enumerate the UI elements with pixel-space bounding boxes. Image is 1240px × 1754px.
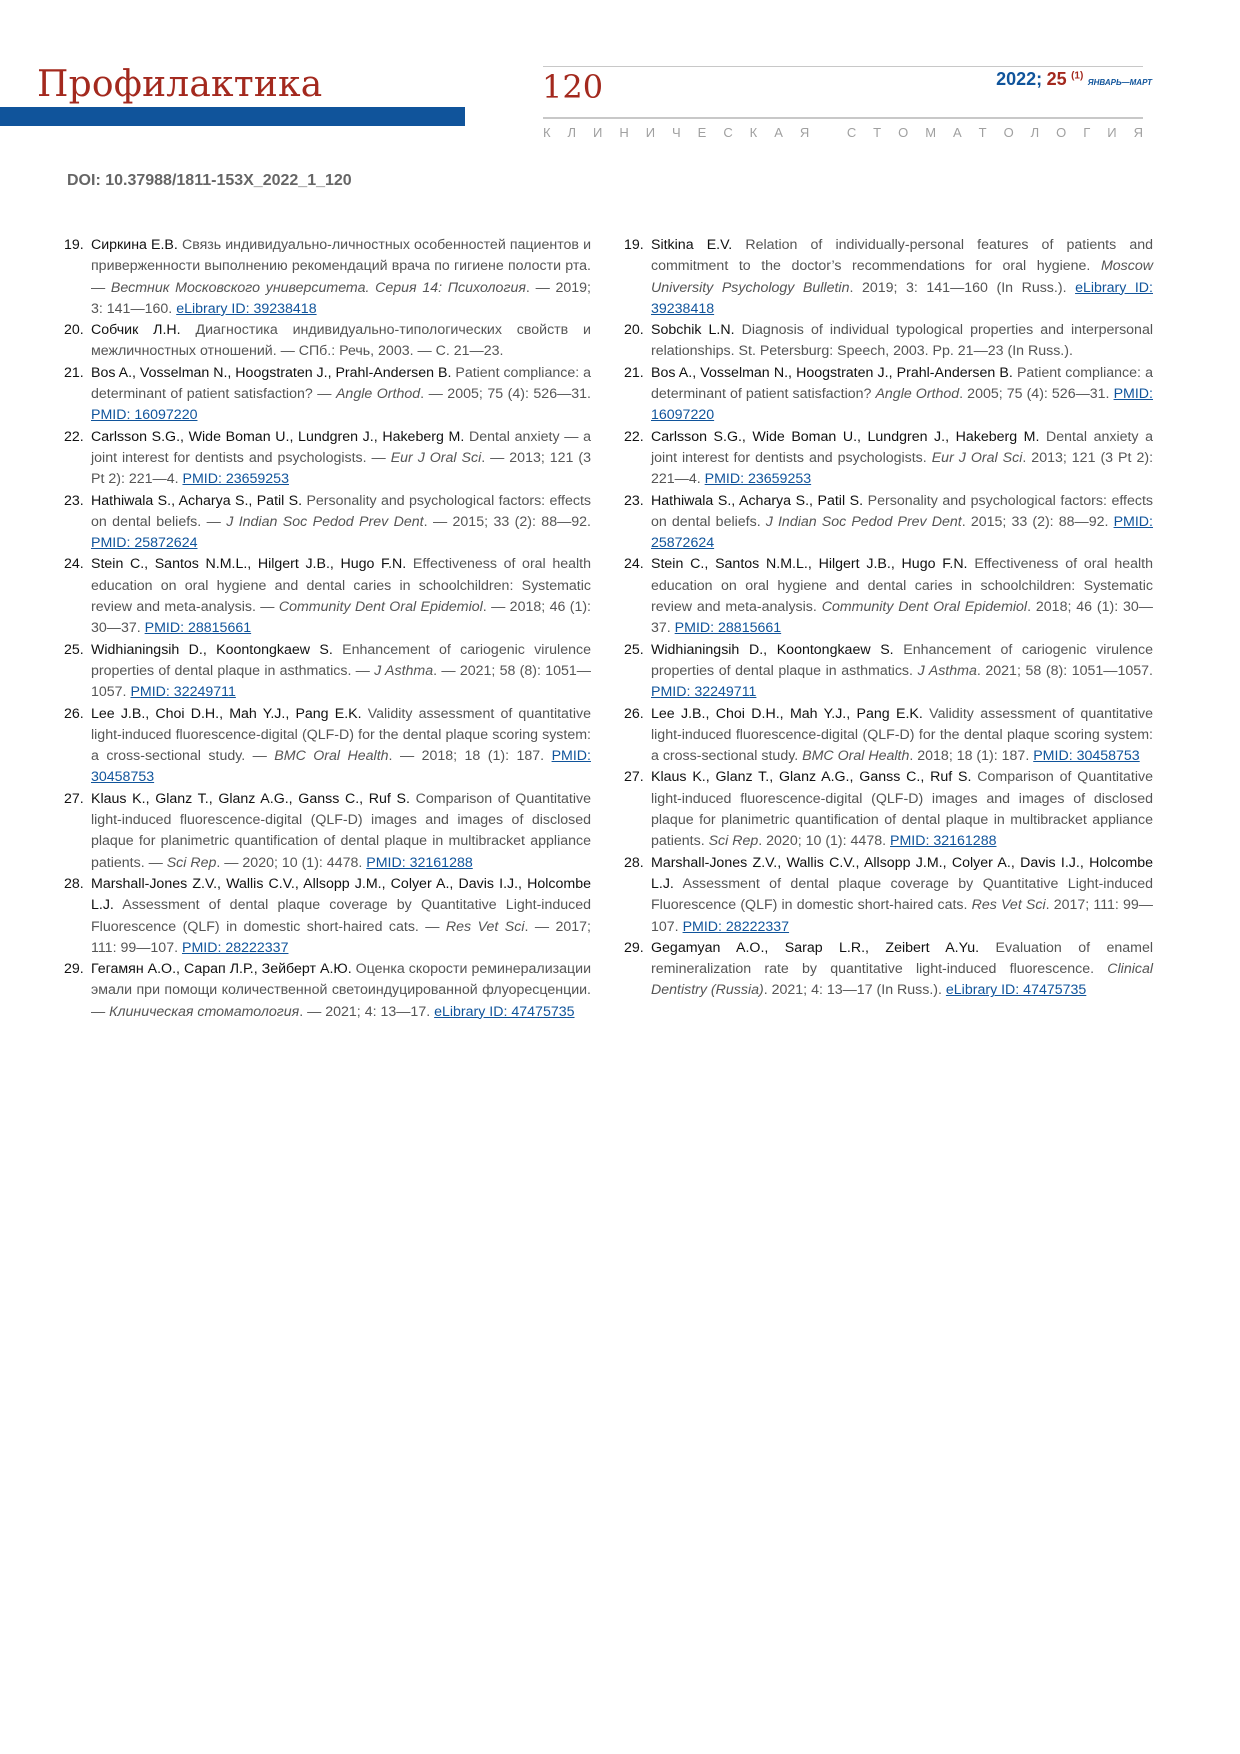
reference-source: Eur J Oral Sci [390,449,482,466]
reference-id-link[interactable]: PMID: 32161288 [890,833,997,850]
reference-item [64,640,591,704]
reference-number: 26. [624,705,644,722]
header-mid-rule [543,117,1143,119]
reference-source: Res Vet Sci [971,897,1046,914]
reference-id-link[interactable]: PMID: 28222337 [682,918,790,935]
journal-name-letter: М [925,125,937,140]
reference-number: 22. [624,428,644,445]
reference-details: . — 2021; 4: 13—17. [299,1003,435,1020]
journal-name-letter: Л [567,125,577,140]
reference-source: Eur J Oral Sci [931,449,1023,466]
reference-item [624,853,1153,938]
reference-id-link[interactable]: PMID: 32161288 [366,854,473,871]
reference-number: 29. [624,939,644,956]
reference-source: Angle Orthod [335,386,421,403]
reference-title: Evaluation of enamel remineralization rate by quantitative light-induced fluorescence. [651,939,1153,978]
reference-id-link[interactable]: PMID: 16097220 [651,386,1153,424]
reference-item [624,491,1153,555]
reference-title: Dental anxiety — a joint interest for dentists and psychologists. — [91,428,591,466]
reference-id-link[interactable]: PMID: 16097220 [91,407,198,424]
reference-id-link[interactable]: PMID: 28222337 [181,939,289,956]
reference-item [64,554,591,639]
reference-details: . — 2015; 33 (2): 88—92. [423,513,591,530]
issue-months: ЯНВАРЬ—МАРТ [1087,78,1152,87]
reference-authors: Stein C., Santos N.M.L., Hilgert J.B., Hugo F.N. [91,556,407,573]
reference-item [64,320,591,363]
journal-name-letter: О [1003,125,1014,140]
reference-details: . 2015; 33 (2): 88—92. [961,513,1114,530]
reference-details: . 2021; 4: 13—17 (In Russ.). [763,982,946,999]
reference-number: 25. [624,641,644,658]
reference-item [624,704,1153,768]
reference-id-link[interactable]: PMID: 28815661 [674,620,782,637]
references-english [624,235,1153,1002]
references-russian [64,235,591,1023]
journal-name-letter: Я [799,125,810,140]
section-title: Профилактика [37,64,323,105]
issue-year: 2022; [996,69,1043,89]
journal-name-letter: Л [1030,125,1040,140]
reference-item [624,938,1153,1002]
reference-authors: Marshall-Jones Z.V., Wallis C.V., Allsopp J.M., Colyer A., Davis I.J., Holcombe L.J. [651,854,1153,892]
reference-number: 21. [624,364,644,381]
reference-number: 21. [64,364,84,381]
reference-id-link[interactable]: eLibrary ID: 39238418 [176,300,317,317]
reference-details: . 2013; 121 (3 Pt 2): 221—4. [651,449,1154,488]
reference-details: . — 2017; 111: 99—107. [91,918,591,956]
journal-name-letter: И [1107,125,1117,140]
header-top-rule [543,66,1143,67]
reference-details: . 2019; 3: 141—160 (In Russ.). [849,279,1076,296]
reference-details: . 2017; 111: 99—107. [651,897,1153,935]
journal-name-letter: А [953,125,962,140]
reference-item [64,235,591,320]
reference-title: Enhancement of cariogenic virulence properties of dental plaque in asthmatics. — [91,641,591,679]
reference-title: Validity assessment of quantitative light-induced fluorescence-digital (QLF-D) for the dental plaque scoring system: a cross-sectional study. [651,705,1153,765]
reference-number: 28. [624,854,644,871]
reference-id-link[interactable]: PMID: 23659253 [704,471,812,488]
reference-details: . 2005; 75 (4): 526—31. [959,386,1114,403]
journal-name [543,125,1143,140]
journal-name-letter: И [593,125,603,140]
reference-details: . — 2018; 18 (1): 187. [388,748,552,765]
reference-source: Клиническая стоматология [109,1003,300,1020]
reference-source: J Indian Soc Pedod Prev Dent [765,513,962,530]
reference-authors: Sitkina E.V. [651,237,733,253]
issue-info [996,69,1152,90]
reference-number: 23. [64,492,84,509]
reference-source: BMC Oral Health [274,748,389,765]
reference-title: Dental anxiety a joint interest for dentists and psychologists. [651,428,1153,466]
reference-id-link[interactable]: PMID: 25872624 [651,513,1153,552]
reference-number: 27. [64,790,84,807]
reference-number: 29. [64,961,84,978]
reference-title: Relation of individually-personal features of patients and commitment to the doctor’s recommendations for oral hygiene. [651,237,1153,275]
reference-title: Оценка скорости реминерализации эмали при помощи количественной светоиндуцированной флуоресценции. — [91,961,591,1020]
reference-details: . — 2018; 46 (1): 30—37. [91,599,592,637]
reference-details: . 2021; 58 (8): 1051—1057. [976,662,1154,679]
reference-authors: Widhianingsih D., Koontongkaew S. [651,641,894,658]
reference-item [624,554,1153,639]
journal-name-letter: И [645,125,656,140]
reference-title: Personality and psychological factors: effects on dental beliefs. — [91,492,592,530]
reference-number: 20. [624,322,644,339]
reference-title: Comparison of Quantitative light-induced fluorescence-digital (QLF-D) images and images of disclosed plaque for planimetric quantification of dental plaque in multibracket appliance patients. [651,769,1153,850]
journal-name-letter: Т [978,125,987,140]
reference-title: Диагностика индивидуально-типологических свойств и межличностных отношений. — СПб.: Речь, 2003. — С. 21—23. [91,322,591,360]
reference-title: Enhancement of cariogenic virulence properties of dental plaque in asthmatics. [651,641,1153,679]
reference-number: 22. [64,428,84,445]
section-header-bar [0,107,465,126]
reference-authors: Klaus K., Glanz T., Glanz A.G., Ganss C., Ruf S. [91,790,410,807]
reference-item [64,491,591,555]
reference-source: J Asthma [374,662,434,679]
reference-details: . 2020; 10 (1): 4478. [758,833,890,850]
reference-authors: Carlsson S.G., Wide Boman U., Lundgren J., Hakeberg M. [91,428,465,445]
reference-number: 28. [64,875,84,892]
reference-item [624,767,1153,852]
reference-details: . 2018; 18 (1): 187. [909,748,1034,765]
reference-authors: Собчик Л.Н. [91,322,181,339]
reference-item [624,235,1153,320]
journal-name-letter: А [774,125,783,140]
reference-authors: Сиркина Е.В. [91,237,178,253]
reference-authors: Marshall-Jones Z.V., Wallis C.V., Allsopp J.M., Colyer A., Davis I.J., Holcombe L.J. [91,875,591,914]
reference-authors: Gegamyan A.O., Sarap L.R., Zeibert A.Yu. [651,939,980,956]
reference-source: J Indian Soc Pedod Prev Dent [226,513,424,530]
journal-name-letter: Т [873,125,882,140]
reference-id-link[interactable]: eLibrary ID: 47475735 [434,1003,575,1020]
reference-authors: Bos A., Vosselman N., Hoogstraten J., Prahl-Andersen B. [651,364,1013,381]
reference-title: Assessment of dental plaque coverage by Quantitative Light-induced Fluorescence (QLF) in domestic short-haired cats. — [91,897,591,935]
reference-source: Clinical Dentistry (Russia) [651,961,1153,999]
reference-number: 27. [624,769,644,786]
reference-source: Вестник Московского университета. Серия 14: Психология [110,279,526,296]
reference-id-link[interactable]: PMID: 30458753 [91,748,591,786]
reference-title: Patient compliance: a determinant of patient satisfaction? — [91,364,591,403]
reference-id-link[interactable]: PMID: 28815661 [144,620,252,637]
reference-number: 19. [624,237,644,253]
reference-source: Community Dent Oral Epidemiol [278,599,483,616]
journal-name-letter: Я [1133,125,1143,140]
reference-authors: Widhianingsih D., Koontongkaew S. [91,641,333,658]
reference-source: Sci Rep [166,854,217,871]
journal-name-letter: С [846,125,857,140]
reference-title: Связь индивидуально-личностных особенностей пациентов и приверженности выполнению рекомендаций врача по гигиене полости рта. — [91,237,592,296]
journal-name-letter: О [898,125,909,140]
reference-id-link[interactable]: PMID: 25872624 [91,535,198,552]
issue-volume: 25 [1046,69,1067,89]
reference-authors: Lee J.B., Choi D.H., Mah Y.J., Pang E.K. [91,705,362,722]
reference-title: Effectiveness of oral health education on oral hygiene and dental caries in schoolchildren: Systematic review and meta-analysis. — [91,556,591,616]
reference-authors: Sobchik L.N. [651,322,735,339]
reference-id-link[interactable]: PMID: 32249711 [651,684,757,701]
journal-name-letter: К [749,125,758,140]
issue-number: (1) [1071,70,1084,82]
reference-title: Diagnosis of individual typological properties and interpersonal relationships. St. Petersburg: Speech, 2003. Pp. 21—23 (In Russ.). [651,322,1153,360]
reference-authors: Klaus K., Glanz T., Glanz A.G., Ganss C., Ruf S. [651,769,972,786]
reference-number: 25. [64,641,84,658]
reference-title: Effectiveness of oral health education on oral hygiene and dental caries in schoolchildren: Systematic review and meta-analysis. [651,556,1153,616]
reference-id-link[interactable]: eLibrary ID: 47475735 [945,982,1087,999]
reference-source: BMC Oral Health [802,748,910,765]
reference-details: . 2018; 46 (1): 30—37. [651,599,1153,637]
reference-item [64,874,591,959]
reference-number: 24. [64,556,84,573]
reference-item [624,427,1153,491]
reference-item [624,640,1153,704]
reference-source: Angle Orthod [875,386,960,403]
journal-name-letter: С [723,125,733,140]
reference-source: J Asthma [917,662,977,679]
reference-number: 23. [624,492,644,509]
reference-details: . — 2005; 75 (4): 526—31. [420,386,591,403]
reference-details: . — 2020; 10 (1): 4478. [216,854,367,871]
reference-details: . — 2019; 3: 141—160. [91,279,591,317]
reference-number: 19. [64,237,84,253]
page-number: 120 [542,68,604,106]
reference-authors: Lee J.B., Choi D.H., Mah Y.J., Pang E.K. [651,705,923,722]
reference-item [64,959,591,1023]
journal-name-letter: Ч [672,125,681,140]
journal-name-letter: Н [619,125,629,140]
reference-item [64,704,591,789]
reference-item [64,789,591,874]
reference-item [64,363,591,427]
reference-authors: Hathiwala S., Acharya S., Patil S. [91,492,303,509]
reference-source: Sci Rep [708,833,759,850]
reference-authors: Гегамян А.О., Сарап Л.Р., Зейберт А.Ю. [91,961,352,978]
reference-source: Moscow University Psychology Bulletin [651,258,1153,296]
reference-title: Validity assessment of quantitative light-induced fluorescence-digital (QLF-D) for the dental plaque scoring system: a cross-sectional study. — [91,705,592,765]
reference-id-link[interactable]: PMID: 30458753 [1033,748,1140,765]
reference-number: 20. [64,322,84,339]
reference-id-link[interactable]: PMID: 23659253 [182,471,289,488]
reference-number: 26. [64,705,84,722]
reference-authors: Carlsson S.G., Wide Boman U., Lundgren J., Hakeberg M. [651,428,1040,445]
reference-details: . — 2013; 121 (3 Pt 2): 221—4. [91,449,592,488]
doi: DOI: 10.37988/1811-153X_2022_1_120 [67,172,352,189]
reference-title: Assessment of dental plaque coverage by Quantitative Light-induced Fluorescence (QLF) in domestic short-haired cats. [651,875,1153,914]
journal-name-letter: Е [697,125,707,140]
reference-item [64,427,591,491]
journal-name-letter: К [543,125,551,140]
reference-title: Patient compliance: a determinant of patient satisfaction? [651,364,1153,403]
reference-item [624,363,1153,427]
reference-details: . — 2021; 58 (8): 1051—1057. [91,662,591,701]
journal-name-letter: О [1056,125,1067,140]
reference-id-link[interactable]: eLibrary ID: 39238418 [651,279,1153,317]
reference-source: Res Vet Sci [445,918,525,935]
reference-authors: Hathiwala S., Acharya S., Patil S. [651,492,864,509]
reference-title: Comparison of Quantitative light-induced fluorescence-digital (QLF-D) images and images of disclosed plaque for planimetric quantification of dental plaque in multibracket appliance patients. — [91,790,591,871]
reference-authors: Bos A., Vosselman N., Hoogstraten J., Prahl-Andersen B. [91,364,452,381]
reference-authors: Stein C., Santos N.M.L., Hilgert J.B., Hugo F.N. [651,556,968,573]
journal-name-gap [826,125,830,140]
journal-name-letter: Г [1083,125,1091,140]
reference-id-link[interactable]: PMID: 32249711 [130,684,236,701]
reference-source: Community Dent Oral Epidemiol [821,599,1028,616]
reference-title: Personality and psychological factors: effects on dental beliefs. [651,492,1154,530]
reference-item [624,320,1153,363]
reference-number: 24. [624,556,644,573]
